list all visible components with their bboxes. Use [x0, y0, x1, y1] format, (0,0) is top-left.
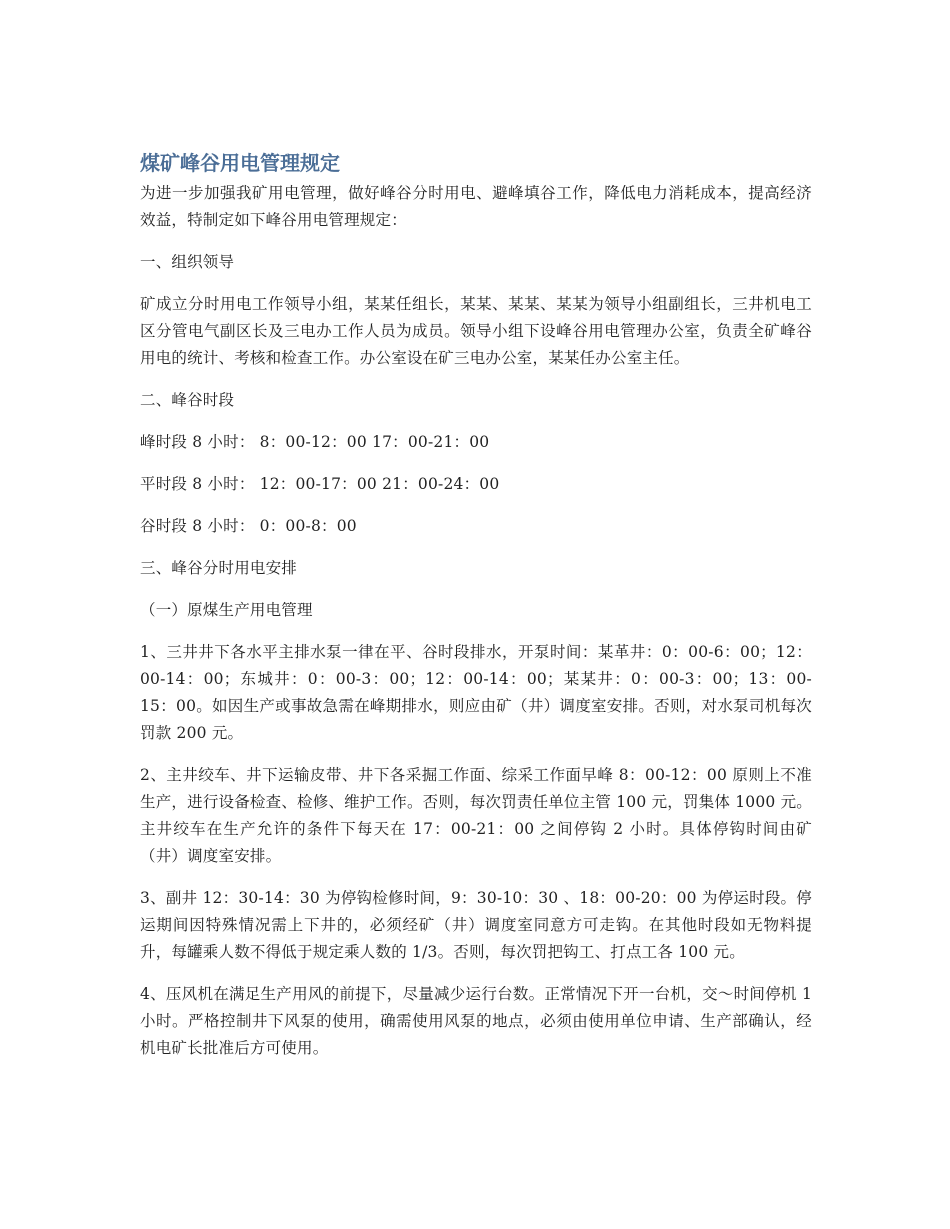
rule-paragraph-3: 3、副井 12：30-14：30 为停钩检修时间，9：30-10：30 、18：00-20：00 为停运时段。停运期间因特殊情况需上下井的，必须经矿（井）调度室同意方可走钩。在其他时段如无物料提升，每罐乘人数不得低于规定乘人数的 1/3。否则，每次罚把钩工、打点工各 100 元。: [140, 889, 812, 961]
rule-paragraph-4: 4、压风机在满足生产用风的前提下，尽量减少运行台数。正常情况下开一台机，交～时间停机 1 小时。严格控制井下风泵的使用，确需使用风泵的地点，必须由使用单位申请、生产部确认，经机电矿长批准后方可使用。: [140, 985, 813, 1057]
rule-paragraph-1: 1、三井井下各水平主排水泵一律在平、谷时段排水，开泵时间：某革井：0：00-6：00；12：00-14：00；东城井：0：00-3：00；12：00-14：00；某某井：0：00-3：00；13：00-15：00。如因生产或事故急需在峰期排水，则应由矿（井）调度室安排。否则，对水泵司机每次罚款 200 元。: [140, 643, 812, 742]
rule-paragraph-2: 2、主井绞车、井下运输皮带、井下各采掘工作面、综采工作面早峰 8：00-12：00 原则上不准生产，进行设备检查、检修、维护工作。否则，每次罚责任单位主管 100 元，罚集体 1000 元。主井绞车在生产允许的条件下每天在 17：00-21：00 之间停钩 2 小时。具体停钩时间由矿（井）调度室安排。: [140, 766, 812, 865]
document-title: 煤矿峰谷用电管理规定: [140, 151, 340, 175]
section-heading-time-periods: 二、峰谷时段: [140, 391, 235, 409]
peak-period-line: 峰时段 8 小时： 8：00-12：00 17：00-21：00: [140, 433, 490, 451]
section-heading-organization: 一、组织领导: [140, 253, 235, 271]
document-page: [140, 148, 812, 1077]
subsection-heading-coal-production: （一）原煤生产用电管理: [140, 601, 313, 619]
intro-paragraph: 为进一步加强我矿用电管理，做好峰谷分时用电、避峰填谷工作，降低电力消耗成本，提高经济效益，特制定如下峰谷用电管理规定：: [140, 184, 812, 229]
organization-paragraph: 矿成立分时用电工作领导小组，某某任组长，某某、某某、某某为领导小组副组长，三井机电工区分管电气副区长及三电办工作人员为成员。领导小组下设峰谷用电管理办公室，负责全矿峰谷用电的统计、考核和检查工作。办公室设在矿三电办公室，某某任办公室主任。: [140, 295, 812, 367]
valley-period-line: 谷时段 8 小时： 0：00-8：00: [140, 517, 357, 535]
flat-period-line: 平时段 8 小时： 12：00-17：00 21：00-24：00: [140, 475, 500, 493]
section-heading-arrangement: 三、峰谷分时用电安排: [140, 559, 298, 577]
